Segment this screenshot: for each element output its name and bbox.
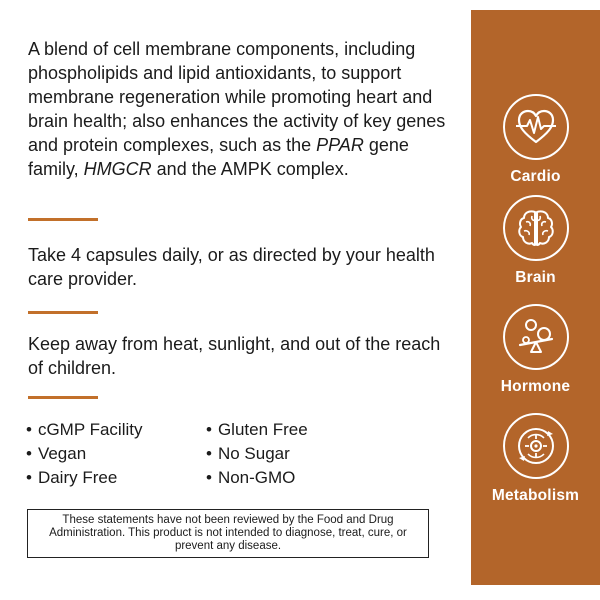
directions-text: Take 4 capsules daily, or as directed by your health care provider. [28,245,435,289]
bullet-icon: • [26,420,32,439]
bullet-icon: • [206,420,212,439]
badge-cardio [471,94,600,186]
benefits-sidebar [471,10,600,585]
badge-circle [503,195,569,261]
badge-brain [471,195,600,287]
balance-scale-icon [514,315,558,359]
badge-circle [503,413,569,479]
feature-label: Dairy Free [37,468,118,487]
badge-hormone [471,304,600,396]
section-divider [28,396,98,399]
badge-circle [503,304,569,370]
badge-label: Metabolism [491,487,580,504]
badge-label: Hormone [500,378,571,395]
description-text [28,37,453,181]
feature-item [206,442,406,466]
fda-disclaimer: These statements have not been reviewed by the Food and Drug Administration. This product is not intended to diagnose, treat, cure, or prevent any disease. [27,509,429,558]
brain-icon [514,206,558,250]
bullet-icon: • [26,444,32,463]
feature-label: Vegan [37,444,87,463]
description-lead: A blend of cell membrane components, including phospholipids and lipid antioxidants, to support membrane regeneration while promoting heart and brain health; also enhances the activity of key genes and protein complexes, such as the [28,39,446,155]
feature-item [206,466,406,490]
feature-item [26,418,206,442]
description-tail: and the AMPK complex. [151,159,349,179]
heart-pulse-icon [514,105,558,149]
storage-text: Keep away from heat, sunlight, and out of the reach of children. [28,334,441,378]
feature-label: No Sugar [217,444,290,463]
bullet-icon: • [206,468,212,487]
feature-item [206,418,406,442]
bullet-icon: • [26,468,32,487]
bullet-icon: • [206,444,212,463]
description-gene-ppar: PPAR [316,135,364,155]
badge-circle [503,94,569,160]
feature-item [26,442,206,466]
badge-label: Cardio [510,168,561,185]
feature-item [26,466,206,490]
feature-label: Gluten Free [217,420,308,439]
feature-list [26,418,446,490]
section-divider [28,218,98,221]
feature-label: cGMP Facility [37,420,143,439]
feature-label: Non-GMO [217,468,296,487]
metabolism-cycle-icon [514,424,558,468]
badge-metabolism [471,413,600,505]
badge-label: Brain [515,269,556,286]
description-gene-hmgcr: HMGCR [83,159,152,179]
section-divider [28,311,98,314]
description-mid: gene family, [28,135,409,179]
